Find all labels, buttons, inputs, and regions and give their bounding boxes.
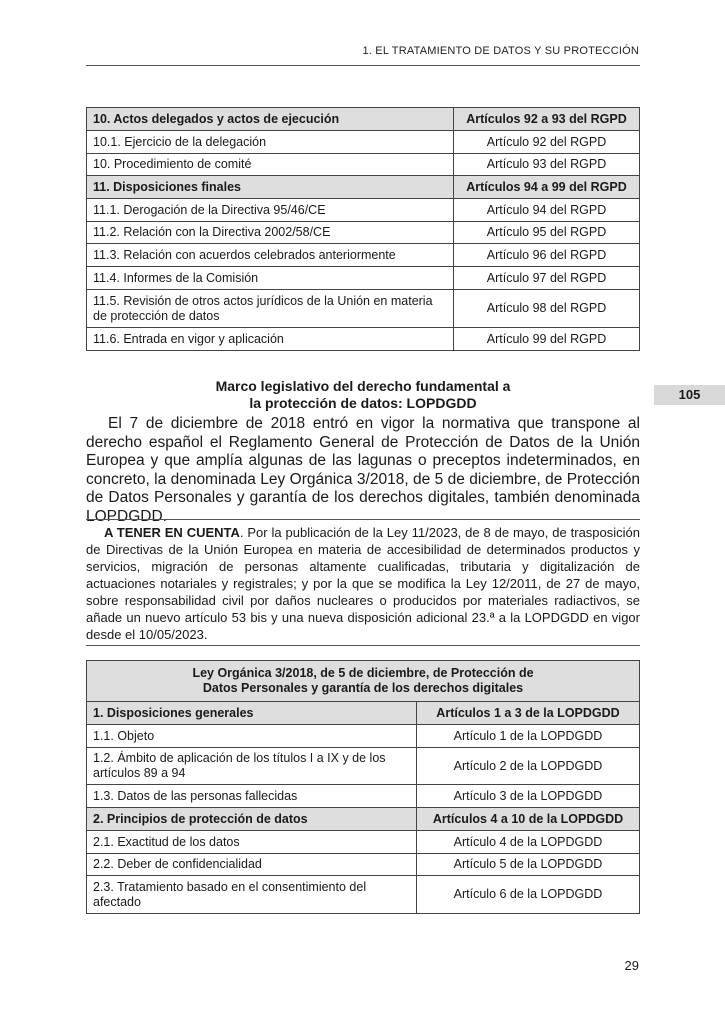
table-section-row: [87, 108, 640, 131]
article-reference-cell: Artículos 92 a 93 del RGPD: [454, 108, 640, 131]
table-row: [87, 831, 640, 854]
topic-cell: 11.1. Derogación de la Directiva 95/46/CE: [87, 199, 454, 222]
article-reference-cell: Artículo 97 del RGPD: [454, 267, 640, 290]
topic-cell: 1.2. Ámbito de aplicación de los títulos I a IX y de los artículos 89 a 94: [87, 748, 417, 785]
article-reference-cell: Artículo 2 de la LOPDGDD: [417, 748, 640, 785]
article-reference-cell: Artículo 93 del RGPD: [454, 154, 640, 176]
table-row: [87, 154, 640, 176]
table-row: [87, 328, 640, 351]
topic-cell: 2.2. Deber de confidencialidad: [87, 854, 417, 876]
topic-cell: 11.3. Relación con acuerdos celebrados anteriormente: [87, 244, 454, 267]
table-row: [87, 785, 640, 808]
article-reference-cell: Artículos 4 a 10 de la LOPDGDD: [417, 808, 640, 831]
section-heading-line-2: la protección de datos: LOPDGDD: [249, 395, 477, 411]
topic-cell: 11.2. Relación con la Directiva 2002/58/CE: [87, 222, 454, 244]
topic-cell: 11. Disposiciones finales: [87, 176, 454, 199]
topic-cell: 1.3. Datos de las personas fallecidas: [87, 785, 417, 808]
article-reference-cell: Artículos 94 a 99 del RGPD: [454, 176, 640, 199]
topic-cell: 11.4. Informes de la Comisión: [87, 267, 454, 290]
table-caption-row: [87, 661, 640, 702]
table-row: [87, 748, 640, 785]
body-paragraph: El 7 de diciembre de 2018 entró en vigor la normativa que transpone al derecho español el Reglamento General de Protección de Datos de la Unión Europea y que amplía algunas de las lagunas o preceptos indeterminados, en concreto, la denominada Ley Orgánica 3/2018, de 5 de diciembre, de Protección de Datos Personales y garantía de los derechos digitales, también denominada LOPDGDD.: [86, 415, 640, 525]
article-reference-cell: Artículo 6 de la LOPDGDD: [417, 876, 640, 914]
article-reference-cell: Artículo 92 del RGPD: [454, 131, 640, 154]
table-row: [87, 290, 640, 328]
topic-cell: 2. Principios de protección de datos: [87, 808, 417, 831]
article-reference-cell: Artículo 94 del RGPD: [454, 199, 640, 222]
article-reference-cell: Artículo 96 del RGPD: [454, 244, 640, 267]
table-caption-line-1: Ley Orgánica 3/2018, de 5 de diciembre, de Protección de: [192, 666, 534, 680]
article-reference-cell: Artículo 4 de la LOPDGDD: [417, 831, 640, 854]
running-header: 1. EL TRATAMIENTO DE DATOS Y SU PROTECCIÓN: [362, 45, 639, 57]
topic-cell: 2.3. Tratamiento basado en el consentimiento del afectado: [87, 876, 417, 914]
article-reference-cell: Artículo 98 del RGPD: [454, 290, 640, 328]
page-number: 29: [624, 958, 639, 973]
table-section-row: [87, 808, 640, 831]
table-row: [87, 267, 640, 290]
table-caption: [87, 661, 640, 702]
topic-cell: 11.5. Revisión de otros actos jurídicos de la Unión en materia de protección de datos: [87, 290, 454, 328]
article-reference-cell: Artículo 99 del RGPD: [454, 328, 640, 351]
topic-cell: 1.1. Objeto: [87, 725, 417, 748]
table-row: [87, 222, 640, 244]
lopdgdd-articles-table: [86, 660, 640, 914]
topic-cell: 2.1. Exactitud de los datos: [87, 831, 417, 854]
note-paragraph: [86, 524, 640, 643]
article-reference-cell: Artículo 3 de la LOPDGDD: [417, 785, 640, 808]
article-reference-cell: Artículo 1 de la LOPDGDD: [417, 725, 640, 748]
topic-cell: 1. Disposiciones generales: [87, 702, 417, 725]
side-tab-page-marker: 105: [654, 385, 725, 405]
article-reference-cell: Artículos 1 a 3 de la LOPDGDD: [417, 702, 640, 725]
table-row: [87, 199, 640, 222]
article-reference-cell: Artículo 95 del RGPD: [454, 222, 640, 244]
note-lead: A TENER EN CUENTA: [104, 525, 240, 540]
table-section-row: [87, 176, 640, 199]
article-reference-cell: Artículo 5 de la LOPDGDD: [417, 854, 640, 876]
note-bottom-rule: [86, 645, 640, 646]
table-row: [87, 131, 640, 154]
section-heading: [86, 378, 640, 412]
section-heading-line-1: Marco legislativo del derecho fundamental a: [215, 378, 511, 394]
note-text: . Por la publicación de la Ley 11/2023, de 8 de mayo, de trasposición de Directivas de la Unión Europea en materia de accesibilidad de determinados productos y servicios, migración de personas altamente cualificadas, tributaria y digitalización de actuaciones notariales y registrales; y por la que se modifica la Ley 12/2011, de 27 de mayo, sobre responsabilidad civil por daños nucleares o producidos por materiales radiactivos, se añade un nuevo artículo 53 bis y una nueva disposición adicional 23.ª a la LOPDGDD en vigor desde el 10/05/2023.: [86, 525, 640, 642]
table-caption-line-2: Datos Personales y garantía de los derechos digitales: [202, 681, 524, 695]
topic-cell: 10. Procedimiento de comité: [87, 154, 454, 176]
note-top-rule: [86, 519, 640, 520]
topic-cell: 10. Actos delegados y actos de ejecución: [87, 108, 454, 131]
table-row: [87, 244, 640, 267]
rgpd-articles-table: [86, 107, 640, 351]
table-section-row: [87, 702, 640, 725]
header-rule: [86, 65, 640, 66]
table-row: [87, 725, 640, 748]
table-row: [87, 876, 640, 914]
table-row: [87, 854, 640, 876]
topic-cell: 11.6. Entrada en vigor y aplicación: [87, 328, 454, 351]
topic-cell: 10.1. Ejercicio de la delegación: [87, 131, 454, 154]
